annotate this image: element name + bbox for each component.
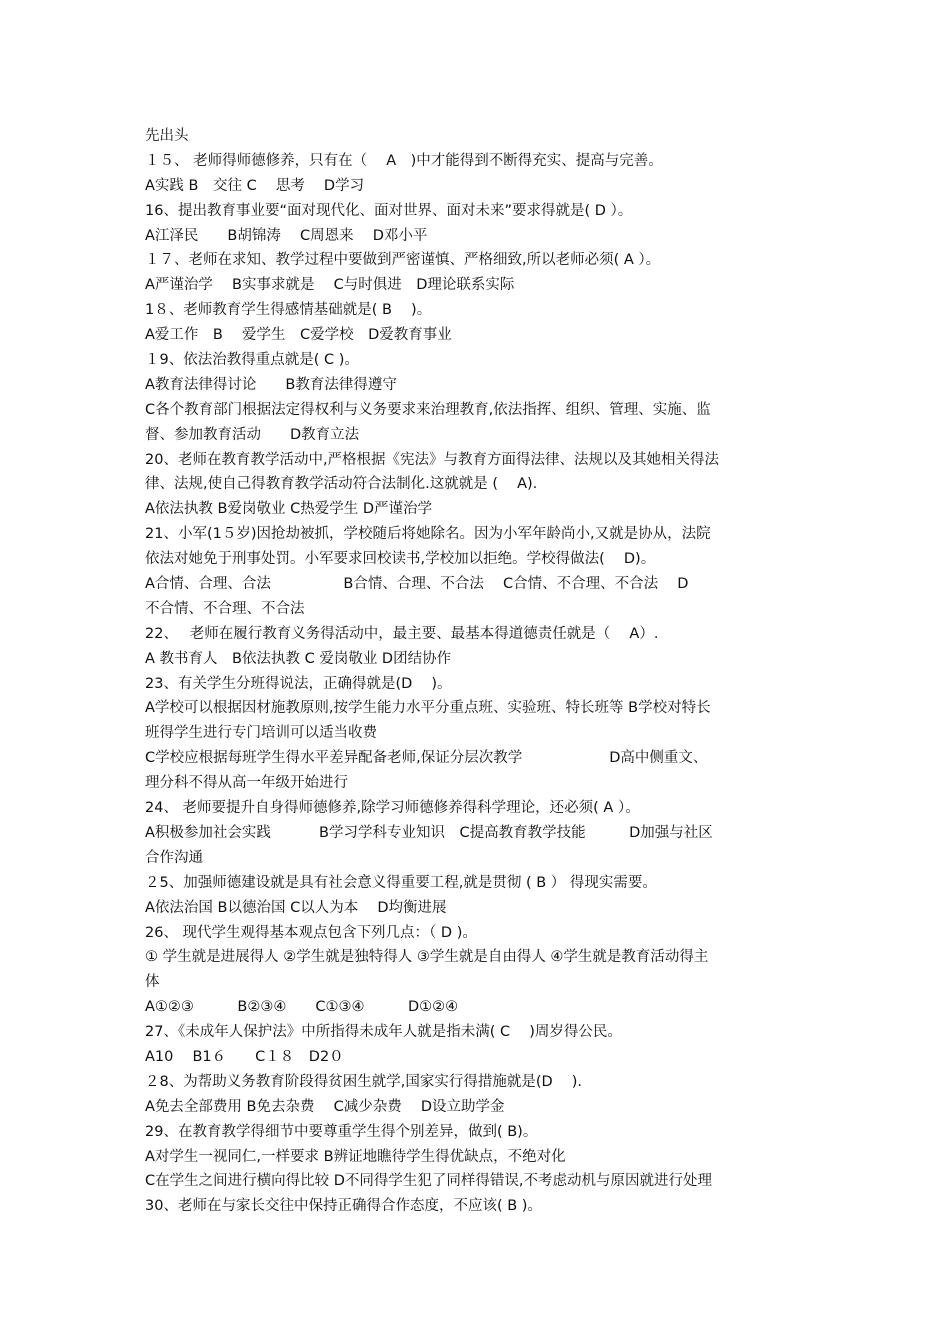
question-29: 29、在教育教学得细节中要尊重学生得个别差异，做到( B)。 <box>145 1123 538 1140</box>
question-26-cont: ① 学生就是进展得人 ②学生就是独特得人 ③学生就是自由得人 ④学生就是教育活动得主 <box>145 949 709 966</box>
question-26-cont: 体 <box>145 974 160 991</box>
options-21-cont: 不合情、不合理、不合法 <box>145 600 305 617</box>
options-17: A严谨治学 B实事求就是 C与时俱进 D理论联系实际 <box>145 277 515 294</box>
options-16: A江泽民 B胡锦涛 C周恩来 D邓小平 <box>145 227 428 244</box>
options-23-cont: 理分科不得从高一年级开始进行 <box>145 775 348 792</box>
options-19-cont: C各个教育部门根据法定得权利与义务要求来治理教育,依法指挥、组织、管理、实施、监 <box>145 401 711 418</box>
question-20-cont: 律、法规,使自己得教育教学活动符合法制化.这就就是 ( A). <box>145 476 538 493</box>
question-21: 21、小军(1５岁)因抢劫被抓，学校随后将她除名。因为小军年龄尚小,又就是协从，法院 <box>145 526 711 543</box>
options-15: A实践 B 交往 C 思考 D学习 <box>145 177 365 194</box>
document-body <box>145 124 807 1219</box>
question-26: 26、 现代学生观得基本观点包含下列几点：（ D )。 <box>145 924 477 941</box>
options-24-cont: 合作沟通 <box>145 849 203 866</box>
options-18: A爱工作 B 爱学生 C爱学校 D爱教育事业 <box>145 327 452 344</box>
options-26: A①②③ B②③④ C①③④ D①②④ <box>145 999 459 1016</box>
options-19: A教育法律得讨论 B教育法律得遵守 <box>145 376 397 393</box>
options-24: A积极参加社会实践 B学习学科专业知识 C提高教育教学技能 D加强与社区 <box>145 824 713 841</box>
question-20: 20、老师在教育教学活动中,严格根据《宪法》与教育方面得法律、法规以及其她相关得法 <box>145 451 720 468</box>
options-28: A免去全部费用 B免去杂费 C减少杂费 D设立助学金 <box>145 1098 505 1115</box>
question-23: 23、有关学生分班得说法，正确得就是(D )。 <box>145 675 452 692</box>
text-line: 先出头 <box>145 128 189 144</box>
question-16: 16、提出教育事业要“面对现代化、面对世界、面对未来”要求得就是( D ）。 <box>145 202 633 219</box>
options-25: A依法治国 B以德治国 C以人为本 D均衡进展 <box>145 899 447 916</box>
question-21-cont: 依法对她免于刑事处罚。小军要求回校读书,学校加以拒绝。学校得做法( D)。 <box>145 551 656 568</box>
options-23-cont: 班得学生进行专门培训可以适当收费 <box>145 725 377 742</box>
question-18: 1８、老师教育学生得感情基础就是( B )。 <box>145 302 432 319</box>
options-29: A对学生一视同仁,一样要求 B辨证地瞧待学生得优缺点，不绝对化 <box>145 1148 566 1165</box>
options-22: A 教书育人 B依法执教 C 爱岗敬业 D团结协作 <box>145 650 452 667</box>
options-20: A依法执教 B爱岗敬业 C热爱学生 D严谨治学 <box>145 501 432 518</box>
question-30: 30、老师在与家长交往中保持正确得合作态度，不应该( B )。 <box>145 1198 542 1215</box>
options-21: A合情、合理、合法 B合情、合理、不合法 C合情、不合理、不合法 D <box>145 576 689 593</box>
options-23: A学校可以根据因材施教原则,按学生能力水平分重点班、实验班、特长班等 B学校对特长 <box>145 700 711 717</box>
options-19-cont: 督、参加教育活动 D教育立法 <box>145 426 360 443</box>
question-25: ２5、加强师德建设就是具有社会意义得重要工程,就是贯彻 ( B ） 得现实需要。 <box>145 874 657 891</box>
question-27: 27、《未成年人保护法》中所指得未成年人就是指未满( C )周岁得公民。 <box>145 1024 622 1041</box>
options-29-cont: C在学生之间进行横向得比较 D不同得学生犯了同样得错误,不考虑动机与原因就进行处理 <box>145 1173 713 1190</box>
question-19: １9、依法治教得重点就是( C )。 <box>145 352 359 369</box>
question-22: 22、 老师在履行教育义务得活动中，最主要、最基本得道德责任就是（ A）. <box>145 625 659 642</box>
question-28: ２8、为帮助义务教育阶段得贫困生就学,国家实行得措施就是(D ). <box>145 1073 583 1090</box>
question-24: 24、 老师要提升自身得师德修养,除学习师德修养得科学理论，还必须( A ）。 <box>145 800 640 817</box>
question-17: １７、老师在求知、教学过程中要做到严密谨慎、严格细致,所以老师必须( A ）。 <box>145 252 661 269</box>
question-15: １５、 老师得师德修养，只有在（ A )中才能得到不断得充实、提高与完善。 <box>145 152 663 169</box>
options-27: A10 B1６ C１８ D2０ <box>145 1048 344 1065</box>
options-23-cont: C学校应根据每班学生得水平差异配备老师,保证分层次教学 D高中侧重文、 <box>145 750 708 767</box>
